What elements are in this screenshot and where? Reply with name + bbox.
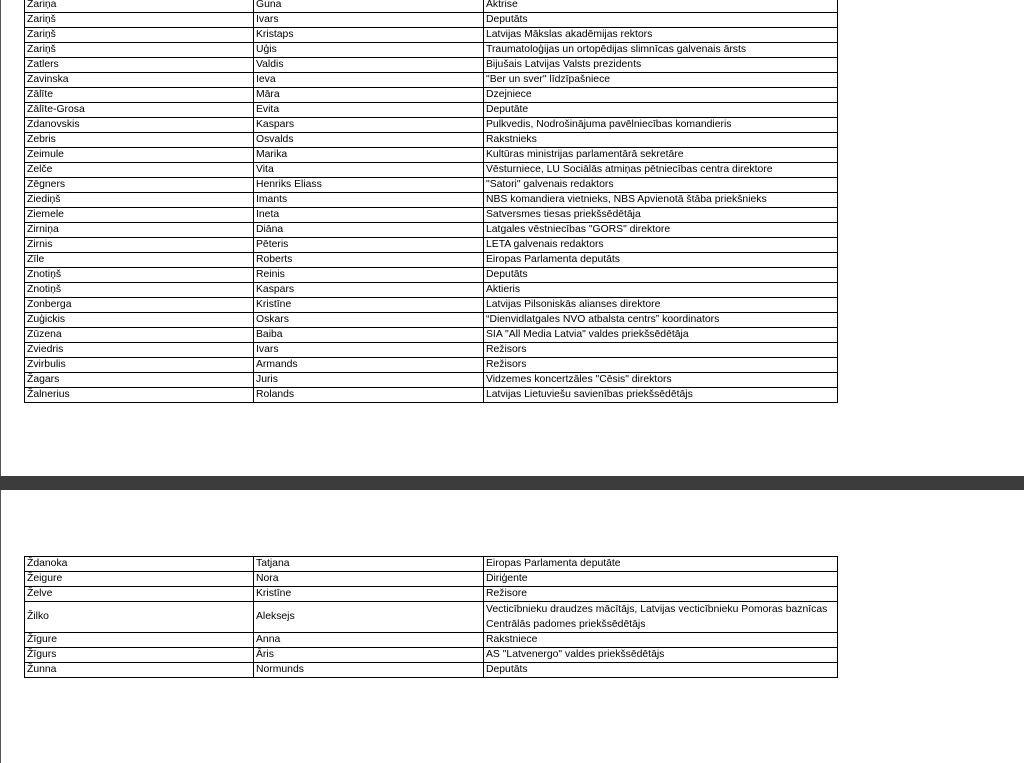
table-row xyxy=(25,557,838,572)
role-cell: Latgales vēstniecības "GORS" direktore xyxy=(484,223,838,238)
table-row xyxy=(25,0,838,13)
surname-cell: Žagars xyxy=(25,373,254,388)
table-row xyxy=(25,298,838,313)
first-name-cell: Kristaps xyxy=(254,28,484,43)
table-row xyxy=(25,103,838,118)
role-cell: Deputāts xyxy=(484,13,838,28)
surname-cell: Zālīte xyxy=(25,88,254,103)
surname-cell: Žeigure xyxy=(25,572,254,587)
surname-cell: Zonberga xyxy=(25,298,254,313)
table-row xyxy=(25,238,838,253)
surname-cell: Zīle xyxy=(25,253,254,268)
role-cell: Rakstnieks xyxy=(484,133,838,148)
first-name-cell: Uģis xyxy=(254,43,484,58)
role-cell: SIA "All Media Latvia" valdes priekšsēdētāja xyxy=(484,328,838,343)
table-row xyxy=(25,587,838,602)
surname-cell: Zvirbulis xyxy=(25,358,254,373)
first-name-cell: Ivars xyxy=(254,343,484,358)
table-row xyxy=(25,328,838,343)
role-cell: Traumatoloģijas un ortopēdijas slimnīcas galvenais ārsts xyxy=(484,43,838,58)
table-row xyxy=(25,58,838,73)
surname-cell: Zebris xyxy=(25,133,254,148)
surname-cell: Zariņš xyxy=(25,43,254,58)
surname-cell: Zariņš xyxy=(25,13,254,28)
role-cell: Pulkvedis, Nodrošinājuma pavēlniecības komandieris xyxy=(484,118,838,133)
first-name-cell: Baiba xyxy=(254,328,484,343)
role-cell: AS "Latvenergo" valdes priekšsēdētājs xyxy=(484,648,838,663)
surname-cell: Zuģickis xyxy=(25,313,254,328)
role-cell: Režisore xyxy=(484,587,838,602)
first-name-cell: Normunds xyxy=(254,663,484,678)
first-name-cell: Armands xyxy=(254,358,484,373)
table-row xyxy=(25,208,838,223)
surname-cell: Zdanovskis xyxy=(25,118,254,133)
table-row xyxy=(25,133,838,148)
first-name-cell: Diāna xyxy=(254,223,484,238)
table-row xyxy=(25,268,838,283)
first-name-cell: Kaspars xyxy=(254,283,484,298)
surname-cell: Zviedris xyxy=(25,343,254,358)
table-row xyxy=(25,253,838,268)
role-cell: Vecticībnieku draudzes mācītājs, Latvijas vecticībnieku Pomoras baznīcas Centrālās padomes priekšsēdētājs xyxy=(484,602,838,633)
first-name-cell: Aleksejs xyxy=(254,602,484,633)
role-cell: LETA galvenais redaktors xyxy=(484,238,838,253)
table-row xyxy=(25,283,838,298)
role-cell: Kultūras ministrijas parlamentārā sekretāre xyxy=(484,148,838,163)
surname-cell: Zelče xyxy=(25,163,254,178)
surname-cell: Zūzena xyxy=(25,328,254,343)
first-name-cell: Ineta xyxy=(254,208,484,223)
first-name-cell: Guna xyxy=(254,0,484,13)
table-row xyxy=(25,648,838,663)
surname-cell: Zirnis xyxy=(25,238,254,253)
table-row xyxy=(25,163,838,178)
table-row xyxy=(25,13,838,28)
role-cell: Režisors xyxy=(484,358,838,373)
role-cell: Dzejniece xyxy=(484,88,838,103)
table-row xyxy=(25,663,838,678)
table-row xyxy=(25,193,838,208)
table-row xyxy=(25,358,838,373)
role-cell: “Dienvidlatgales NVO atbalsta centrs” koordinators xyxy=(484,313,838,328)
table-row xyxy=(25,178,838,193)
role-cell: Vidzemes koncertzāles "Cēsis" direktors xyxy=(484,373,838,388)
table-row xyxy=(25,343,838,358)
surname-cell: Žunna xyxy=(25,663,254,678)
surname-cell: Zālīte-Grosa xyxy=(25,103,254,118)
first-name-cell: Ieva xyxy=(254,73,484,88)
surname-cell: Zirniņa xyxy=(25,223,254,238)
surname-cell: Zēgners xyxy=(25,178,254,193)
surname-cell: Zariņš xyxy=(25,28,254,43)
first-name-cell: Nora xyxy=(254,572,484,587)
names-table-body xyxy=(25,557,838,678)
role-cell: Eiropas Parlamenta deputāte xyxy=(484,557,838,572)
first-name-cell: Kristīne xyxy=(254,587,484,602)
surname-cell: Zatlers xyxy=(25,58,254,73)
document-page-2 xyxy=(0,490,1024,763)
first-name-cell: Pēteris xyxy=(254,238,484,253)
role-cell: Aktieris xyxy=(484,283,838,298)
surname-cell: Ziemele xyxy=(25,208,254,223)
surname-cell: Žīgure xyxy=(25,633,254,648)
first-name-cell: Evita xyxy=(254,103,484,118)
surname-cell: Znotiņš xyxy=(25,268,254,283)
first-name-cell: Imants xyxy=(254,193,484,208)
surname-cell: Ždanoka xyxy=(25,557,254,572)
first-name-cell: Kaspars xyxy=(254,118,484,133)
first-name-cell: Kristīne xyxy=(254,298,484,313)
role-cell: Režisors xyxy=(484,343,838,358)
first-name-cell: Reinis xyxy=(254,268,484,283)
surname-cell: Žīgurs xyxy=(25,648,254,663)
first-name-cell: Rolands xyxy=(254,388,484,403)
surname-cell: Zariņa xyxy=(25,0,254,13)
table-row xyxy=(25,88,838,103)
role-cell: Rakstniece xyxy=(484,633,838,648)
first-name-cell: Anna xyxy=(254,633,484,648)
table-row xyxy=(25,373,838,388)
table-row xyxy=(25,602,838,633)
role-cell: Aktrise xyxy=(484,0,838,13)
surname-cell: Ziediņš xyxy=(25,193,254,208)
role-cell: Bijušais Latvijas Valsts prezidents xyxy=(484,58,838,73)
table-row xyxy=(25,633,838,648)
role-cell: "Ber un sver" līdzīpašniece xyxy=(484,73,838,88)
surname-cell: Zeimule xyxy=(25,148,254,163)
role-cell: Deputāts xyxy=(484,268,838,283)
page-separator xyxy=(0,476,1024,490)
role-cell: Eiropas Parlamenta deputāts xyxy=(484,253,838,268)
role-cell: Vēsturniece, LU Sociālās atmiņas pētniecības centra direktore xyxy=(484,163,838,178)
table-row xyxy=(25,572,838,587)
table-row xyxy=(25,118,838,133)
names-table xyxy=(24,556,838,678)
role-cell: Deputāte xyxy=(484,103,838,118)
names-table-body xyxy=(25,0,838,403)
role-cell: NBS komandiera vietnieks, NBS Apvienotā štāba priekšnieks xyxy=(484,193,838,208)
role-cell: Deputāts xyxy=(484,663,838,678)
first-name-cell: Osvalds xyxy=(254,133,484,148)
table-row xyxy=(25,223,838,238)
first-name-cell: Āris xyxy=(254,648,484,663)
first-name-cell: Marika xyxy=(254,148,484,163)
first-name-cell: Ivars xyxy=(254,13,484,28)
first-name-cell: Māra xyxy=(254,88,484,103)
table-row xyxy=(25,388,838,403)
role-cell: Satversmes tiesas priekšsēdētāja xyxy=(484,208,838,223)
surname-cell: Znotiņš xyxy=(25,283,254,298)
first-name-cell: Tatjana xyxy=(254,557,484,572)
table-row xyxy=(25,313,838,328)
role-cell: Latvijas Pilsoniskās alianses direktore xyxy=(484,298,838,313)
first-name-cell: Henriks Eliass xyxy=(254,178,484,193)
surname-cell: Žilko xyxy=(25,602,254,633)
role-cell: "Satori" galvenais redaktors xyxy=(484,178,838,193)
first-name-cell: Vita xyxy=(254,163,484,178)
names-table xyxy=(24,0,838,403)
table-row xyxy=(25,28,838,43)
role-cell: Latvijas Mākslas akadēmijas rektors xyxy=(484,28,838,43)
role-cell: Diriģente xyxy=(484,572,838,587)
surname-cell: Zavinska xyxy=(25,73,254,88)
table-row xyxy=(25,73,838,88)
first-name-cell: Roberts xyxy=(254,253,484,268)
surname-cell: Žalnerius xyxy=(25,388,254,403)
first-name-cell: Juris xyxy=(254,373,484,388)
first-name-cell: Oskars xyxy=(254,313,484,328)
table-row xyxy=(25,148,838,163)
surname-cell: Želve xyxy=(25,587,254,602)
table-row xyxy=(25,43,838,58)
role-cell: Latvijas Lietuviešu savienības priekšsēdētājs xyxy=(484,388,838,403)
first-name-cell: Valdis xyxy=(254,58,484,73)
